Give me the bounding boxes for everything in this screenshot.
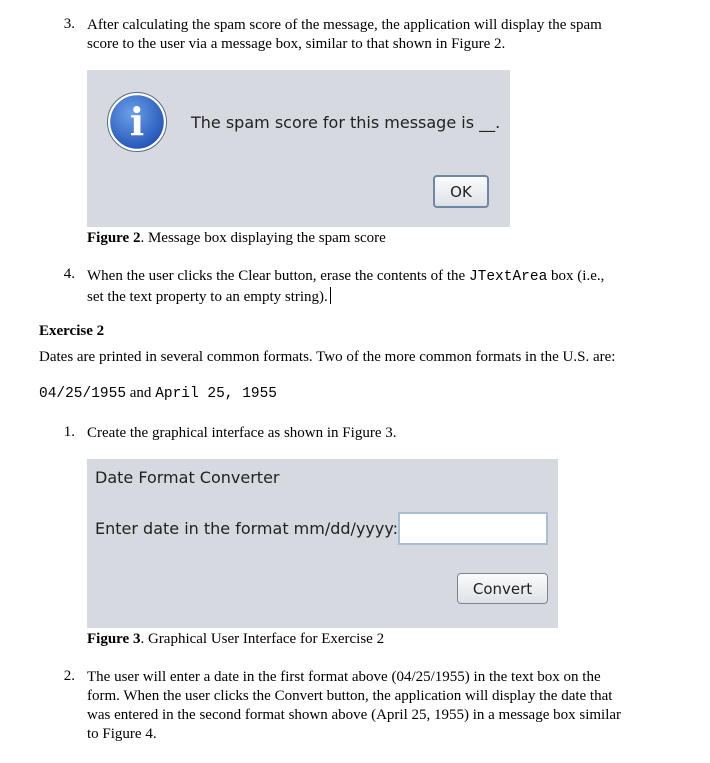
figure-3-label: Figure 3 <box>87 631 141 647</box>
info-icon <box>107 92 167 152</box>
figure-2-caption <box>87 230 386 247</box>
date-format-converter-window <box>87 459 558 628</box>
date-format-long: April 25, 1955 <box>155 386 278 402</box>
jtextarea-code: JTextArea <box>468 269 548 285</box>
exercise-2-intro: Dates are printed in several common formats. Two of the more common formats in the U.S. are: <box>39 349 616 365</box>
step-4-number: 4. <box>63 266 75 282</box>
step-3-line-1: After calculating the spam score of the message, the application will display the spam <box>87 17 602 33</box>
spam-score-message-box <box>87 70 510 227</box>
step-1-text: Create the graphical interface as shown in Figure 3. <box>87 425 397 441</box>
date-formats-line: 04/25/1955 and April 25, 1955 <box>39 385 278 402</box>
date-prompt-label: Enter date in the format mm/dd/yyyy: <box>95 519 399 538</box>
ok-button[interactable]: OK <box>433 175 489 208</box>
date-input[interactable] <box>398 512 548 545</box>
exercise-2-heading: Exercise 2 <box>39 323 105 339</box>
text-cursor <box>330 287 331 304</box>
step-2-line-3: was entered in the second format shown above (April 25, 1955) in a message box similar <box>87 707 622 723</box>
step-2-text <box>87 668 697 744</box>
step-2-line-2: form. When the user clicks the Convert button, the application will display the date that <box>87 688 613 704</box>
info-icon-letter: i <box>129 99 145 144</box>
step-3-line-2: score to the user via a message box, similar to that shown in Figure 2. <box>87 36 506 52</box>
step-2-number: 2. <box>63 668 75 684</box>
step-4-line-2: set the text property to an empty string). <box>87 287 687 307</box>
figure-3-caption <box>87 631 384 648</box>
step-3-text <box>87 16 687 54</box>
spam-score-message: The spam score for this message is __. <box>191 113 501 132</box>
convert-button[interactable]: Convert <box>457 573 548 604</box>
figure-3-text: . Graphical User Interface for Exercise 2 <box>140 631 385 647</box>
step-1-number: 1. <box>63 424 75 440</box>
step-2-line-4: to Figure 4. <box>87 726 157 742</box>
figure-2-label: Figure 2 <box>87 230 141 246</box>
step-4-line-1: When the user clicks the Clear button, erase the contents of the JTextArea box (i.e., <box>87 268 605 285</box>
step-3-number: 3. <box>63 16 75 32</box>
date-format-numeric: 04/25/1955 <box>39 386 127 402</box>
step-4-text <box>87 266 687 307</box>
step-2-line-1: The user will enter a date in the first format above (04/25/1955) in the text box on the <box>87 669 601 685</box>
window-title: Date Format Converter <box>95 468 280 487</box>
figure-2-text: . Message box displaying the spam score <box>140 230 386 246</box>
